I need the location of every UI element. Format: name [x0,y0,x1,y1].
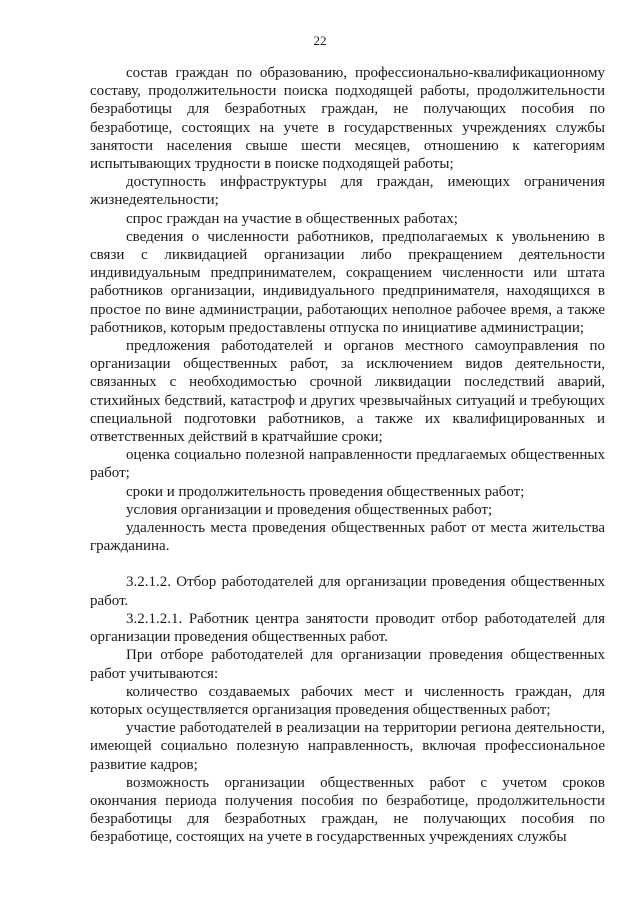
paragraph: оценка социально полезной направленности предлагаемых общественных работ; [90,447,605,482]
section-spacer [90,555,605,573]
document-body [90,64,605,847]
paragraph: условия организации и проведения общественных работ; [126,501,493,518]
paragraph: При отборе работодателей для организации проведения общественных работ учитываются: [90,647,605,682]
paragraph: предложения работодателей и органов местного самоуправления по организации общественных работ, за исключением видов деятельности, связанных с необходимостью срочной ликвидации последствий аварий, стихийных бедствий, катастроф и других чрезвычайных ситуаций и требующих специальной подготовки работников, а также их квалифицированных и ответственных действий в кратчайшие сроки; [90,338,605,446]
paragraph: состав граждан по образованию, профессионально-квалификационному составу, продолжительности поиска подходящей работы, продолжительности безработицы для безработных граждан, не получающих пособия по безработице, состоящих на учете в государственных учреждениях службы занятости населения свыше шести месяцев, отношению к категориям испытывающих трудности в поиске подходящей работы; [90,65,605,173]
paragraph: удаленность места проведения общественных работ от места жительства гражданина. [90,520,605,555]
page-number: 22 [313,33,327,48]
paragraph: спрос граждан на участие в общественных работах; [126,210,458,227]
paragraph: доступность инфраструктуры для граждан, имеющих ограничения жизнедеятельности; [90,174,605,209]
section-heading: 3.2.1.2. Отбор работодателей для организации проведения общественных работ. [90,574,605,609]
paragraph: участие работодателей в реализации на территории региона деятельности, имеющей социально полезную направленность, включая профессиональное развитие кадров; [90,720,605,773]
paragraph: сроки и продолжительность проведения общественных работ; [126,483,525,500]
paragraph: количество создаваемых рабочих мест и численность граждан, для которых осуществляется организация проведения общественных работ; [90,683,605,718]
paragraph: возможность организации общественных работ с учетом сроков окончания периода получения пособия по безработице, продолжительности безработицы для безработных граждан, не получающих пособия по безработице, состоящих на учете в государственных учреждениях службы [90,774,605,846]
paragraph: сведения о численности работников, предполагаемых к увольнению в связи с ликвидацией организации либо прекращением деятельности индивидуальным предпринимателем, сокращением численности или штата работников организации, индивидуального предпринимателя, находящихся в простое по вине администрации, работающих неполное рабочее время, а также работников, которым предоставлены отпуска по инициативе администрации; [90,228,605,336]
paragraph: 3.2.1.2.1. Работник центра занятости проводит отбор работодателей для организации проведения общественных работ. [90,610,605,646]
